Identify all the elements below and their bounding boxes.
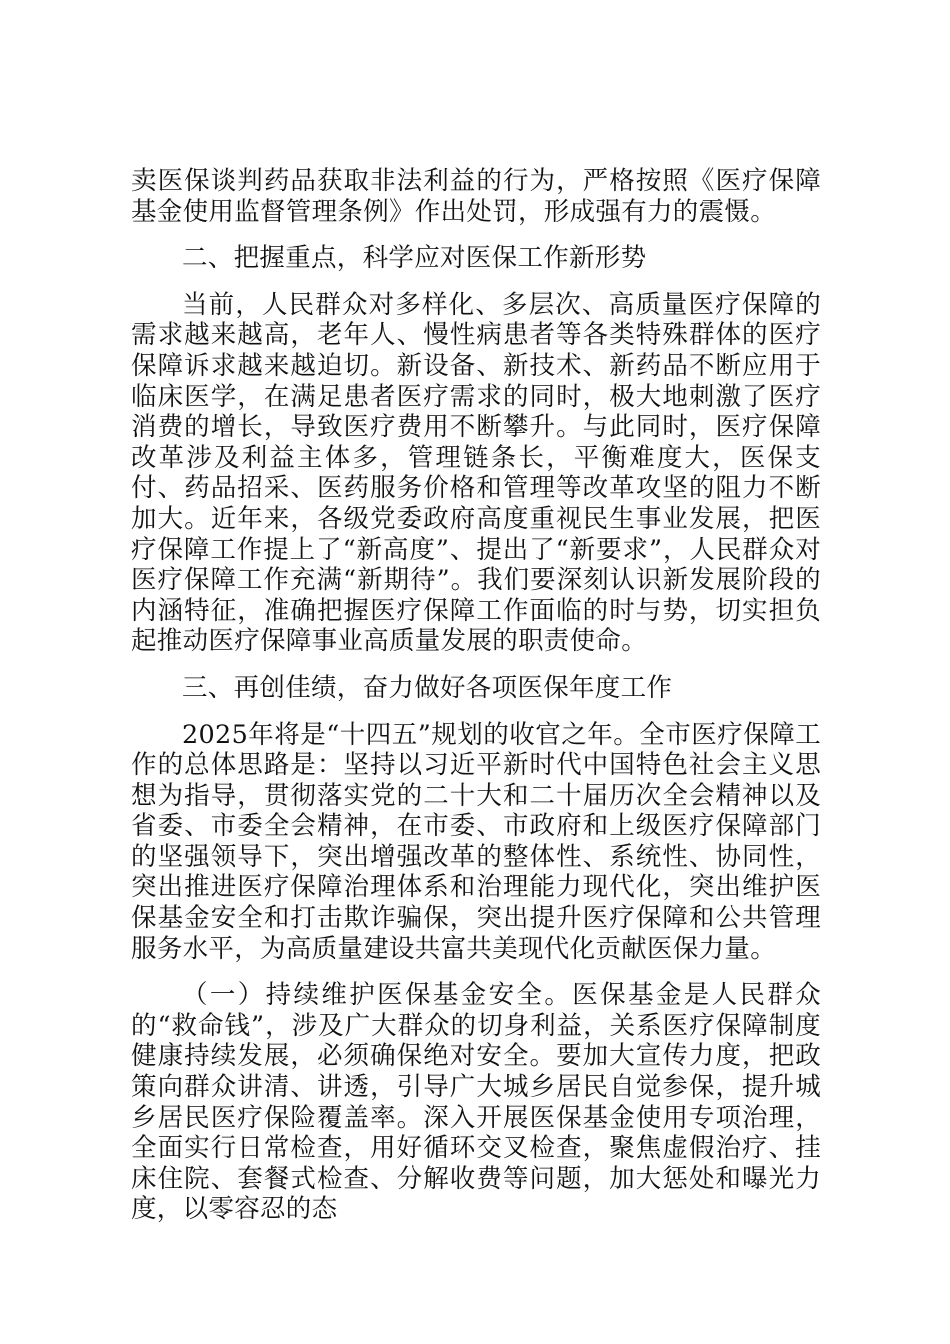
paragraph-fund-safety: （一）持续维护医保基金安全。医保基金是人民群众的“救命钱”，涉及广大群众的切身利益，关系医疗保障制度健康持续发展，必须确保绝对安全。要加大宣传力度，把政策向群众讲清、讲透，引导广大城乡居民自觉参保，提升城乡居民医疗保险覆盖率。深入开展医保基金使用专项治理，全面实行日常检查，用好循环交叉检查，聚焦虚假治疗、挂床住院、套餐式检查、分解收费等问题，加大惩处和曝光力度，以零容忍的态 bbox=[131, 980, 821, 1225]
paragraph-continuation: 卖医保谈判药品获取非法利益的行为，严格按照《医疗保障基金使用监督管理条例》作出处罚，形成强有力的震慑。 bbox=[131, 166, 821, 227]
document-body bbox=[131, 166, 821, 1241]
paragraph-current-situation: 当前，人民群众对多样化、多层次、高质量医疗保障的需求越来越高，老年人、慢性病患者等各类特殊群体的医疗保障诉求越来越迫切。新设备、新技术、新药品不断应用于临床医学，在满足患者医疗需求的同时，极大地刺激了医疗消费的增长，导致医疗费用不断攀升。与此同时，医疗保障改革涉及利益主体多，管理链条长，平衡难度大，医保支付、药品招采、医药服务价格和管理等改革攻坚的阻力不断加大。近年来，各级党委政府高度重视民生事业发展，把医疗保障工作提上了“新高度”、提出了“新要求”，人民群众对医疗保障工作充满“新期待”。我们要深刻认识新发展阶段的内涵特征，准确把握医疗保障工作面临的时与势，切实担负起推动医疗保障事业高质量发展的职责使命。 bbox=[131, 289, 821, 657]
section-heading-2: 二、把握重点，科学应对医保工作新形势 bbox=[182, 243, 647, 274]
paragraph-overall-approach: 2025年将是“十四五”规划的收官之年。全市医疗保障工作的总体思路是：坚持以习近平新时代中国特色社会主义思想为指导，贯彻落实党的二十大和二十届历次全会精神以及省委、市委全会精神，在市委、市政府和上级医疗保障部门的坚强领导下，突出增强改革的整体性、系统性、协同性，突出推进医疗保障治理体系和治理能力现代化，突出维护医保基金安全和打击欺诈骗保，突出提升医疗保障和公共管理服务水平，为高质量建设共富共美现代化贡献医保力量。 bbox=[131, 719, 821, 964]
section-heading-3: 三、再创佳绩，奋力做好各项医保年度工作 bbox=[182, 672, 673, 703]
